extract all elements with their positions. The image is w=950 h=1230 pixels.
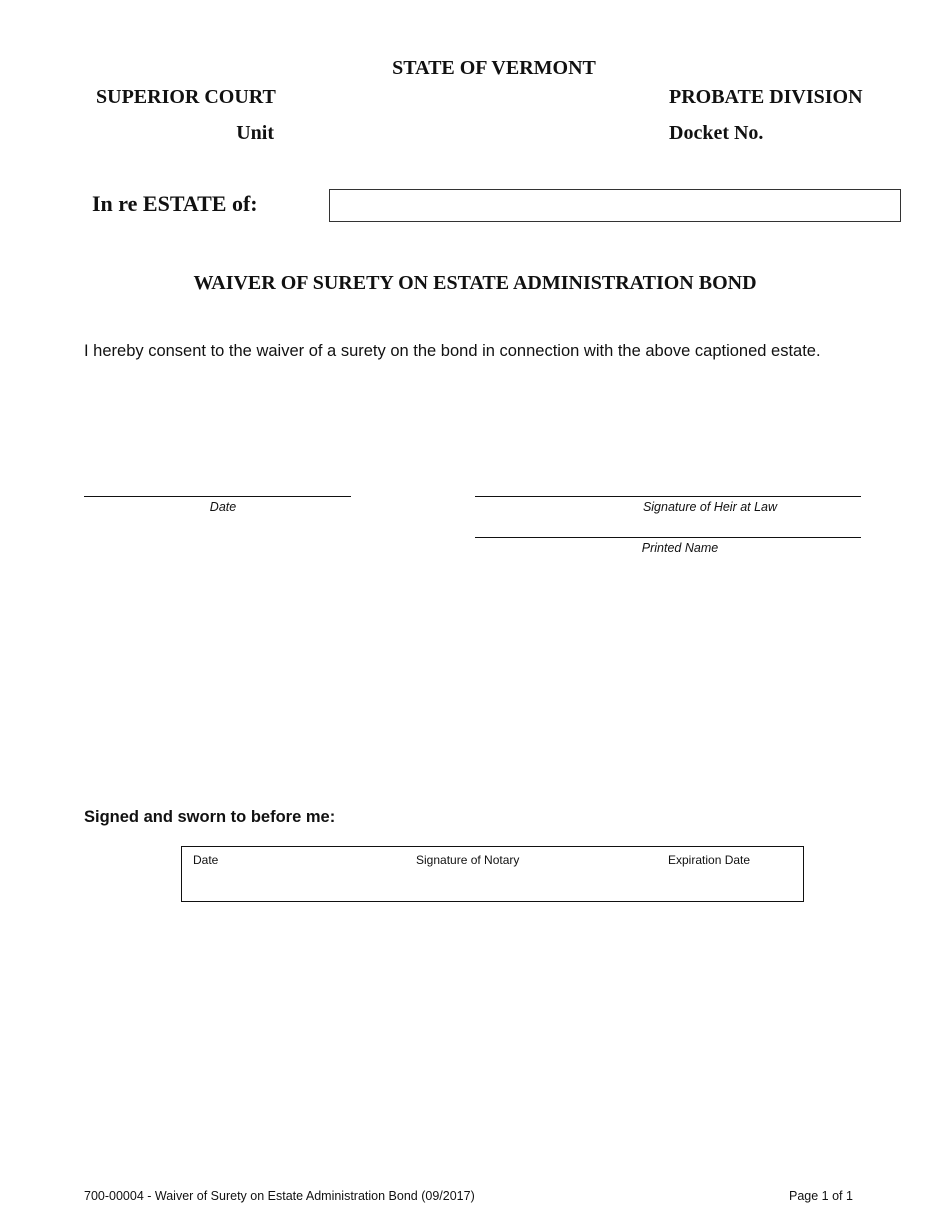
estate-label: In re ESTATE of: xyxy=(92,191,258,216)
docket-label: Docket No. xyxy=(669,122,764,144)
division-name: PROBATE DIVISION xyxy=(669,86,863,108)
printed-name-line[interactable] xyxy=(475,537,861,538)
estate-name-field[interactable] xyxy=(329,189,901,222)
consent-statement: I hereby consent to the waiver of a surety on the bond in connection with the above captioned estate. xyxy=(84,342,821,360)
date-signature-line[interactable] xyxy=(84,496,351,497)
printed-name-caption: Printed Name xyxy=(641,541,719,555)
notary-expiration-label: Expiration Date xyxy=(668,853,751,867)
court-name: SUPERIOR COURT xyxy=(96,86,276,108)
form-title: WAIVER OF SURETY ON ESTATE ADMINISTRATION BOND xyxy=(193,272,757,294)
footer-form-id: 700-00004 - Waiver of Surety on Estate Administration Bond (09/2017) xyxy=(84,1189,475,1203)
notary-box[interactable] xyxy=(181,846,804,902)
notary-date-label: Date xyxy=(193,853,219,867)
notary-heading: Signed and sworn to before me: xyxy=(84,808,336,826)
footer-page-number: Page 1 of 1 xyxy=(789,1189,853,1203)
state-title: STATE OF VERMONT xyxy=(392,57,596,79)
notary-signature-label: Signature of Notary xyxy=(416,853,520,867)
heir-signature-line[interactable] xyxy=(475,496,861,497)
unit-label: Unit xyxy=(236,122,274,144)
date-caption: Date xyxy=(209,500,237,514)
heir-signature-caption: Signature of Heir at Law xyxy=(642,500,778,514)
